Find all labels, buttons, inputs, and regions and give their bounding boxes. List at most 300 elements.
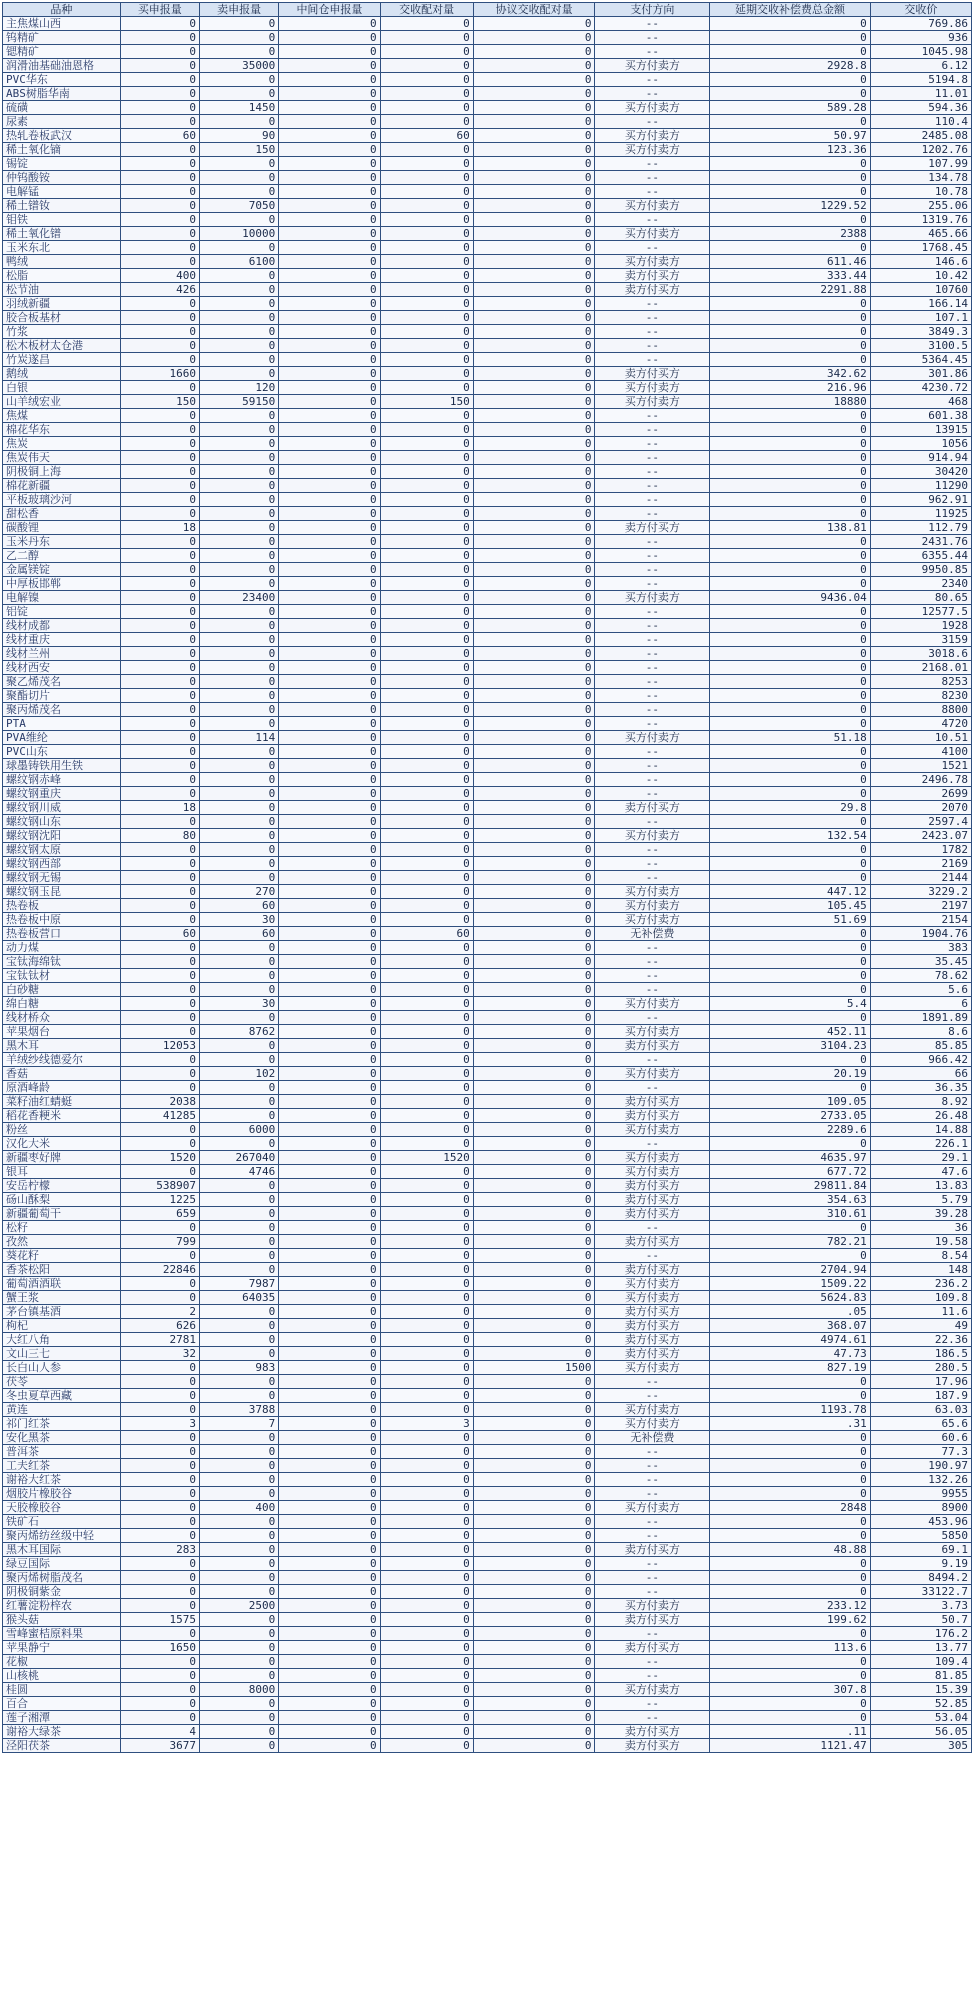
cell-delivery-matched: 0 — [380, 1641, 473, 1655]
table-row[interactable] — [3, 1669, 972, 1683]
cell-payment-direction: -- — [595, 773, 710, 787]
cell-payment-direction: -- — [595, 353, 710, 367]
table-row[interactable] — [3, 689, 972, 703]
table-row[interactable] — [3, 465, 972, 479]
cell-sell-declared: 1450 — [199, 101, 278, 115]
cell-sell-declared: 0 — [199, 1473, 278, 1487]
cell-payment-direction: -- — [595, 1627, 710, 1641]
table-row[interactable] — [3, 339, 972, 353]
cell-variety: 线材桥众 — [3, 1011, 121, 1025]
cell-sell-declared: 0 — [199, 815, 278, 829]
cell-agreement-matched: 0 — [473, 1207, 595, 1221]
table-row[interactable] — [3, 1305, 972, 1319]
table-row[interactable] — [3, 521, 972, 535]
cell-payment-direction: 买方付卖方 — [595, 731, 710, 745]
table-row[interactable] — [3, 1627, 972, 1641]
table-row[interactable] — [3, 31, 972, 45]
table-row[interactable] — [3, 941, 972, 955]
cell-agreement-matched: 0 — [473, 955, 595, 969]
cell-payment-direction: -- — [595, 241, 710, 255]
cell-agreement-matched: 0 — [473, 829, 595, 843]
cell-variety: 聚丙烯茂名 — [3, 703, 121, 717]
cell-delivery-matched: 0 — [380, 759, 473, 773]
cell-payment-direction: -- — [595, 437, 710, 451]
cell-compensation-total: 0 — [710, 185, 870, 199]
cell-payment-direction: -- — [595, 661, 710, 675]
cell-agreement-matched: 0 — [473, 507, 595, 521]
cell-sell-declared: 150 — [199, 143, 278, 157]
cell-variety: 焦炭 — [3, 437, 121, 451]
cell-agreement-matched: 0 — [473, 213, 595, 227]
table-row[interactable] — [3, 17, 972, 31]
cell-sell-declared: 270 — [199, 885, 278, 899]
table-row[interactable] — [3, 1039, 972, 1053]
cell-payment-direction: -- — [595, 1473, 710, 1487]
header-payment-direction[interactable]: 支付方向 — [595, 3, 710, 17]
cell-delivery-price: 8253 — [870, 675, 971, 689]
cell-compensation-total: 233.12 — [710, 1599, 870, 1613]
cell-delivery-price: 8900 — [870, 1501, 971, 1515]
cell-intermediate-declared: 0 — [279, 185, 380, 199]
cell-variety: 蟹王浆 — [3, 1291, 121, 1305]
table-row[interactable] — [3, 241, 972, 255]
table-row[interactable] — [3, 213, 972, 227]
cell-sell-declared: 0 — [199, 185, 278, 199]
cell-delivery-matched: 0 — [380, 143, 473, 157]
cell-variety: 稀土镨钕 — [3, 199, 121, 213]
cell-buy-declared: 0 — [120, 381, 199, 395]
table-row[interactable] — [3, 1739, 972, 1753]
table-row[interactable] — [3, 577, 972, 591]
table-row[interactable] — [3, 1683, 972, 1697]
cell-sell-declared: 0 — [199, 451, 278, 465]
cell-payment-direction: -- — [595, 479, 710, 493]
cell-compensation-total: 2928.8 — [710, 59, 870, 73]
cell-sell-declared: 0 — [199, 1445, 278, 1459]
cell-intermediate-declared: 0 — [279, 591, 380, 605]
table-row[interactable] — [3, 129, 972, 143]
cell-sell-declared: 0 — [199, 1221, 278, 1235]
table-row[interactable] — [3, 451, 972, 465]
table-row[interactable] — [3, 1389, 972, 1403]
table-row[interactable] — [3, 1137, 972, 1151]
table-row[interactable] — [3, 1459, 972, 1473]
table-row[interactable] — [3, 269, 972, 283]
cell-delivery-price: 301.86 — [870, 367, 971, 381]
cell-compensation-total: 0 — [710, 857, 870, 871]
table-row[interactable] — [3, 969, 972, 983]
cell-sell-declared: 0 — [199, 157, 278, 171]
cell-intermediate-declared: 0 — [279, 339, 380, 353]
cell-delivery-price: 1928 — [870, 619, 971, 633]
table-row[interactable] — [3, 885, 972, 899]
cell-variety: 乙二醇 — [3, 549, 121, 563]
cell-buy-declared: 0 — [120, 899, 199, 913]
cell-delivery-matched: 3 — [380, 1417, 473, 1431]
cell-compensation-total: 0 — [710, 1627, 870, 1641]
cell-sell-declared: 0 — [199, 479, 278, 493]
cell-delivery-price: 63.03 — [870, 1403, 971, 1417]
table-row[interactable] — [3, 1193, 972, 1207]
cell-delivery-price: 1056 — [870, 437, 971, 451]
cell-buy-declared: 0 — [120, 1459, 199, 1473]
table-row[interactable] — [3, 1515, 972, 1529]
header-buy-declared[interactable]: 买申报量 — [120, 3, 199, 17]
table-row[interactable] — [3, 563, 972, 577]
table-row[interactable] — [3, 1417, 972, 1431]
table-row[interactable] — [3, 423, 972, 437]
cell-delivery-matched: 0 — [380, 465, 473, 479]
table-row[interactable] — [3, 493, 972, 507]
cell-agreement-matched: 0 — [473, 703, 595, 717]
table-row[interactable] — [3, 1599, 972, 1613]
table-row[interactable] — [3, 381, 972, 395]
table-row[interactable] — [3, 143, 972, 157]
cell-agreement-matched: 0 — [473, 521, 595, 535]
header-agreement-matched[interactable]: 协议交收配对量 — [473, 3, 595, 17]
table-row[interactable] — [3, 1431, 972, 1445]
cell-delivery-matched: 0 — [380, 1627, 473, 1641]
cell-buy-declared: 0 — [120, 787, 199, 801]
table-row[interactable] — [3, 1613, 972, 1627]
table-row[interactable] — [3, 479, 972, 493]
table-row[interactable] — [3, 353, 972, 367]
table-row[interactable] — [3, 1711, 972, 1725]
table-row[interactable] — [3, 395, 972, 409]
table-row[interactable] — [3, 549, 972, 563]
table-row[interactable] — [3, 199, 972, 213]
table-row[interactable] — [3, 1543, 972, 1557]
cell-agreement-matched: 0 — [473, 1025, 595, 1039]
cell-payment-direction: -- — [595, 857, 710, 871]
table-row[interactable] — [3, 661, 972, 675]
table-row[interactable] — [3, 1081, 972, 1095]
table-row[interactable] — [3, 1207, 972, 1221]
table-row[interactable] — [3, 1263, 972, 1277]
cell-agreement-matched: 0 — [473, 647, 595, 661]
table-row[interactable] — [3, 171, 972, 185]
cell-variety: 聚乙烯茂名 — [3, 675, 121, 689]
cell-buy-declared: 0 — [120, 199, 199, 213]
cell-delivery-price: 468 — [870, 395, 971, 409]
cell-compensation-total: 0 — [710, 745, 870, 759]
cell-compensation-total: 0 — [710, 1221, 870, 1235]
table-row[interactable] — [3, 87, 972, 101]
cell-variety: 新疆葡萄干 — [3, 1207, 121, 1221]
cell-buy-declared: 0 — [120, 591, 199, 605]
table-row[interactable] — [3, 73, 972, 87]
table-row[interactable] — [3, 1473, 972, 1487]
table-row[interactable] — [3, 1053, 972, 1067]
cell-delivery-matched: 0 — [380, 1319, 473, 1333]
cell-buy-declared: 32 — [120, 1347, 199, 1361]
cell-payment-direction: 无补偿费 — [595, 1431, 710, 1445]
cell-buy-declared: 0 — [120, 843, 199, 857]
table-row[interactable] — [3, 1277, 972, 1291]
table-row[interactable] — [3, 1585, 972, 1599]
cell-payment-direction: -- — [595, 213, 710, 227]
cell-agreement-matched: 0 — [473, 1655, 595, 1669]
cell-intermediate-declared: 0 — [279, 661, 380, 675]
header-sell-declared[interactable]: 卖申报量 — [199, 3, 278, 17]
table-row[interactable] — [3, 311, 972, 325]
table-row[interactable] — [3, 1151, 972, 1165]
table-row[interactable] — [3, 983, 972, 997]
cell-compensation-total: 1229.52 — [710, 199, 870, 213]
cell-variety: 羊绒纱线德爱尔 — [3, 1053, 121, 1067]
cell-intermediate-declared: 0 — [279, 493, 380, 507]
cell-compensation-total: 0 — [710, 1655, 870, 1669]
cell-buy-declared: 0 — [120, 535, 199, 549]
table-row[interactable] — [3, 1067, 972, 1081]
cell-sell-declared: 0 — [199, 269, 278, 283]
table-row[interactable] — [3, 829, 972, 843]
table-row[interactable] — [3, 185, 972, 199]
cell-variety: 新疆枣好牌 — [3, 1151, 121, 1165]
cell-sell-declared: 0 — [199, 535, 278, 549]
table-row[interactable] — [3, 1403, 972, 1417]
cell-delivery-price: 962.91 — [870, 493, 971, 507]
cell-agreement-matched: 0 — [473, 1249, 595, 1263]
cell-buy-declared: 0 — [120, 73, 199, 87]
cell-buy-declared: 0 — [120, 1053, 199, 1067]
table-row[interactable] — [3, 1445, 972, 1459]
table-row[interactable] — [3, 1333, 972, 1347]
cell-delivery-price: 2423.07 — [870, 829, 971, 843]
header-compensation-total[interactable]: 延期交收补偿费总金额 — [710, 3, 870, 17]
cell-agreement-matched: 0 — [473, 745, 595, 759]
table-row[interactable] — [3, 675, 972, 689]
table-row[interactable] — [3, 59, 972, 73]
cell-compensation-total: 20.19 — [710, 1067, 870, 1081]
table-row[interactable] — [3, 157, 972, 171]
table-row[interactable] — [3, 1165, 972, 1179]
cell-agreement-matched: 0 — [473, 927, 595, 941]
cell-intermediate-declared: 0 — [279, 731, 380, 745]
table-row[interactable] — [3, 1361, 972, 1375]
table-row[interactable] — [3, 325, 972, 339]
cell-delivery-price: 2168.01 — [870, 661, 971, 675]
table-row[interactable] — [3, 871, 972, 885]
cell-compensation-total: 0 — [710, 171, 870, 185]
table-row[interactable] — [3, 1249, 972, 1263]
table-row[interactable] — [3, 913, 972, 927]
table-row[interactable] — [3, 759, 972, 773]
table-row[interactable] — [3, 367, 972, 381]
table-row[interactable] — [3, 1655, 972, 1669]
cell-intermediate-declared: 0 — [279, 1389, 380, 1403]
cell-variety: 枸杞 — [3, 1319, 121, 1333]
cell-agreement-matched: 0 — [473, 451, 595, 465]
table-row[interactable] — [3, 1179, 972, 1193]
cell-sell-declared: 0 — [199, 1543, 278, 1557]
table-row[interactable] — [3, 1571, 972, 1585]
table-row[interactable] — [3, 1319, 972, 1333]
cell-intermediate-declared: 0 — [279, 535, 380, 549]
table-row[interactable] — [3, 1557, 972, 1571]
cell-variety: 宝钛钛材 — [3, 969, 121, 983]
cell-agreement-matched: 0 — [473, 787, 595, 801]
cell-delivery-price: 148 — [870, 1263, 971, 1277]
header-intermediate-declared[interactable]: 中间仓申报量 — [279, 3, 380, 17]
cell-delivery-price: 52.85 — [870, 1697, 971, 1711]
cell-delivery-price: 107.1 — [870, 311, 971, 325]
cell-payment-direction: -- — [595, 451, 710, 465]
cell-delivery-matched: 0 — [380, 1123, 473, 1137]
table-row[interactable] — [3, 1291, 972, 1305]
cell-compensation-total: 0 — [710, 213, 870, 227]
cell-agreement-matched: 0 — [473, 1039, 595, 1053]
cell-intermediate-declared: 0 — [279, 101, 380, 115]
cell-intermediate-declared: 0 — [279, 787, 380, 801]
header-delivery-price[interactable]: 交收价 — [870, 3, 971, 17]
table-row[interactable] — [3, 843, 972, 857]
cell-intermediate-declared: 0 — [279, 381, 380, 395]
table-row[interactable] — [3, 1375, 972, 1389]
cell-payment-direction: 买方付卖方 — [595, 1403, 710, 1417]
cell-variety: 松节油 — [3, 283, 121, 297]
cell-sell-declared: 0 — [199, 619, 278, 633]
table-row[interactable] — [3, 1347, 972, 1361]
cell-buy-declared: 0 — [120, 1627, 199, 1641]
cell-payment-direction: 买方付卖方 — [595, 59, 710, 73]
cell-delivery-matched: 0 — [380, 325, 473, 339]
table-row[interactable] — [3, 619, 972, 633]
cell-delivery-matched: 0 — [380, 1081, 473, 1095]
cell-buy-declared: 12053 — [120, 1039, 199, 1053]
cell-delivery-matched: 0 — [380, 1137, 473, 1151]
cell-buy-declared: 0 — [120, 1025, 199, 1039]
table-row[interactable] — [3, 703, 972, 717]
cell-compensation-total: 0 — [710, 563, 870, 577]
table-row[interactable] — [3, 1235, 972, 1249]
cell-delivery-matched: 0 — [380, 423, 473, 437]
cell-buy-declared: 0 — [120, 1515, 199, 1529]
table-row[interactable] — [3, 1529, 972, 1543]
table-row[interactable] — [3, 507, 972, 521]
cell-payment-direction: 买方付卖方 — [595, 143, 710, 157]
cell-variety: 热轧卷板武汉 — [3, 129, 121, 143]
cell-payment-direction: -- — [595, 115, 710, 129]
cell-buy-declared: 0 — [120, 647, 199, 661]
table-row[interactable] — [3, 1095, 972, 1109]
cell-delivery-matched: 0 — [380, 1683, 473, 1697]
table-row[interactable] — [3, 955, 972, 969]
cell-agreement-matched: 0 — [473, 1403, 595, 1417]
cell-payment-direction: -- — [595, 1655, 710, 1669]
table-row[interactable] — [3, 1641, 972, 1655]
table-row[interactable] — [3, 787, 972, 801]
cell-variety: 烟胶片橡胶谷 — [3, 1487, 121, 1501]
table-row[interactable] — [3, 409, 972, 423]
cell-delivery-price: 85.85 — [870, 1039, 971, 1053]
cell-agreement-matched: 0 — [473, 871, 595, 885]
table-row[interactable] — [3, 927, 972, 941]
cell-compensation-total: 0 — [710, 1473, 870, 1487]
table-row[interactable] — [3, 45, 972, 59]
cell-sell-declared: 0 — [199, 465, 278, 479]
table-row[interactable] — [3, 1697, 972, 1711]
cell-sell-declared: 0 — [199, 703, 278, 717]
cell-delivery-matched: 0 — [380, 619, 473, 633]
table-row[interactable] — [3, 535, 972, 549]
table-row[interactable] — [3, 731, 972, 745]
table-row[interactable] — [3, 647, 972, 661]
cell-intermediate-declared: 0 — [279, 1165, 380, 1179]
cell-buy-declared: 0 — [120, 45, 199, 59]
table-row[interactable] — [3, 801, 972, 815]
table-row[interactable] — [3, 1011, 972, 1025]
table-row[interactable] — [3, 437, 972, 451]
table-row[interactable] — [3, 591, 972, 605]
cell-buy-declared: 0 — [120, 507, 199, 521]
cell-payment-direction: -- — [595, 1515, 710, 1529]
cell-variety: 花椒 — [3, 1655, 121, 1669]
cell-agreement-matched: 0 — [473, 1543, 595, 1557]
table-row[interactable] — [3, 255, 972, 269]
cell-compensation-total: 48.88 — [710, 1543, 870, 1557]
cell-compensation-total: 0 — [710, 297, 870, 311]
cell-agreement-matched: 0 — [473, 157, 595, 171]
cell-delivery-matched: 0 — [380, 689, 473, 703]
table-row[interactable] — [3, 1725, 972, 1739]
table-row[interactable] — [3, 745, 972, 759]
cell-compensation-total: 0 — [710, 619, 870, 633]
table-row[interactable] — [3, 997, 972, 1011]
table-row[interactable] — [3, 227, 972, 241]
cell-buy-declared: 0 — [120, 1403, 199, 1417]
table-row[interactable] — [3, 101, 972, 115]
cell-compensation-total: 29811.84 — [710, 1179, 870, 1193]
cell-agreement-matched: 0 — [473, 493, 595, 507]
header-delivery-matched[interactable]: 交收配对量 — [380, 3, 473, 17]
header-variety[interactable]: 品种 — [3, 3, 121, 17]
table-row[interactable] — [3, 283, 972, 297]
table-row[interactable] — [3, 1487, 972, 1501]
cell-compensation-total: 2848 — [710, 1501, 870, 1515]
table-row[interactable] — [3, 115, 972, 129]
cell-buy-declared: 0 — [120, 493, 199, 507]
cell-variety: PVC山东 — [3, 745, 121, 759]
cell-delivery-price: 14.88 — [870, 1123, 971, 1137]
cell-compensation-total: 4974.61 — [710, 1333, 870, 1347]
table-row[interactable] — [3, 605, 972, 619]
cell-sell-declared: 0 — [199, 1053, 278, 1067]
table-row[interactable] — [3, 773, 972, 787]
table-row[interactable] — [3, 297, 972, 311]
table-row[interactable] — [3, 1221, 972, 1235]
table-row[interactable] — [3, 857, 972, 871]
cell-delivery-price: 8.92 — [870, 1095, 971, 1109]
cell-sell-declared: 0 — [199, 1557, 278, 1571]
cell-payment-direction: 卖方付买方 — [595, 1641, 710, 1655]
cell-payment-direction: -- — [595, 87, 710, 101]
cell-buy-declared: 0 — [120, 115, 199, 129]
table-row[interactable] — [3, 899, 972, 913]
table-row[interactable] — [3, 1501, 972, 1515]
cell-payment-direction: -- — [595, 1585, 710, 1599]
table-row[interactable] — [3, 717, 972, 731]
table-row[interactable] — [3, 633, 972, 647]
cell-sell-declared: 0 — [199, 1459, 278, 1473]
table-row[interactable] — [3, 815, 972, 829]
table-row[interactable] — [3, 1109, 972, 1123]
cell-variety: 菜籽油红蜻蜓 — [3, 1095, 121, 1109]
cell-delivery-price: 11925 — [870, 507, 971, 521]
cell-payment-direction: -- — [595, 1711, 710, 1725]
table-row[interactable] — [3, 1123, 972, 1137]
table-row[interactable] — [3, 1025, 972, 1039]
